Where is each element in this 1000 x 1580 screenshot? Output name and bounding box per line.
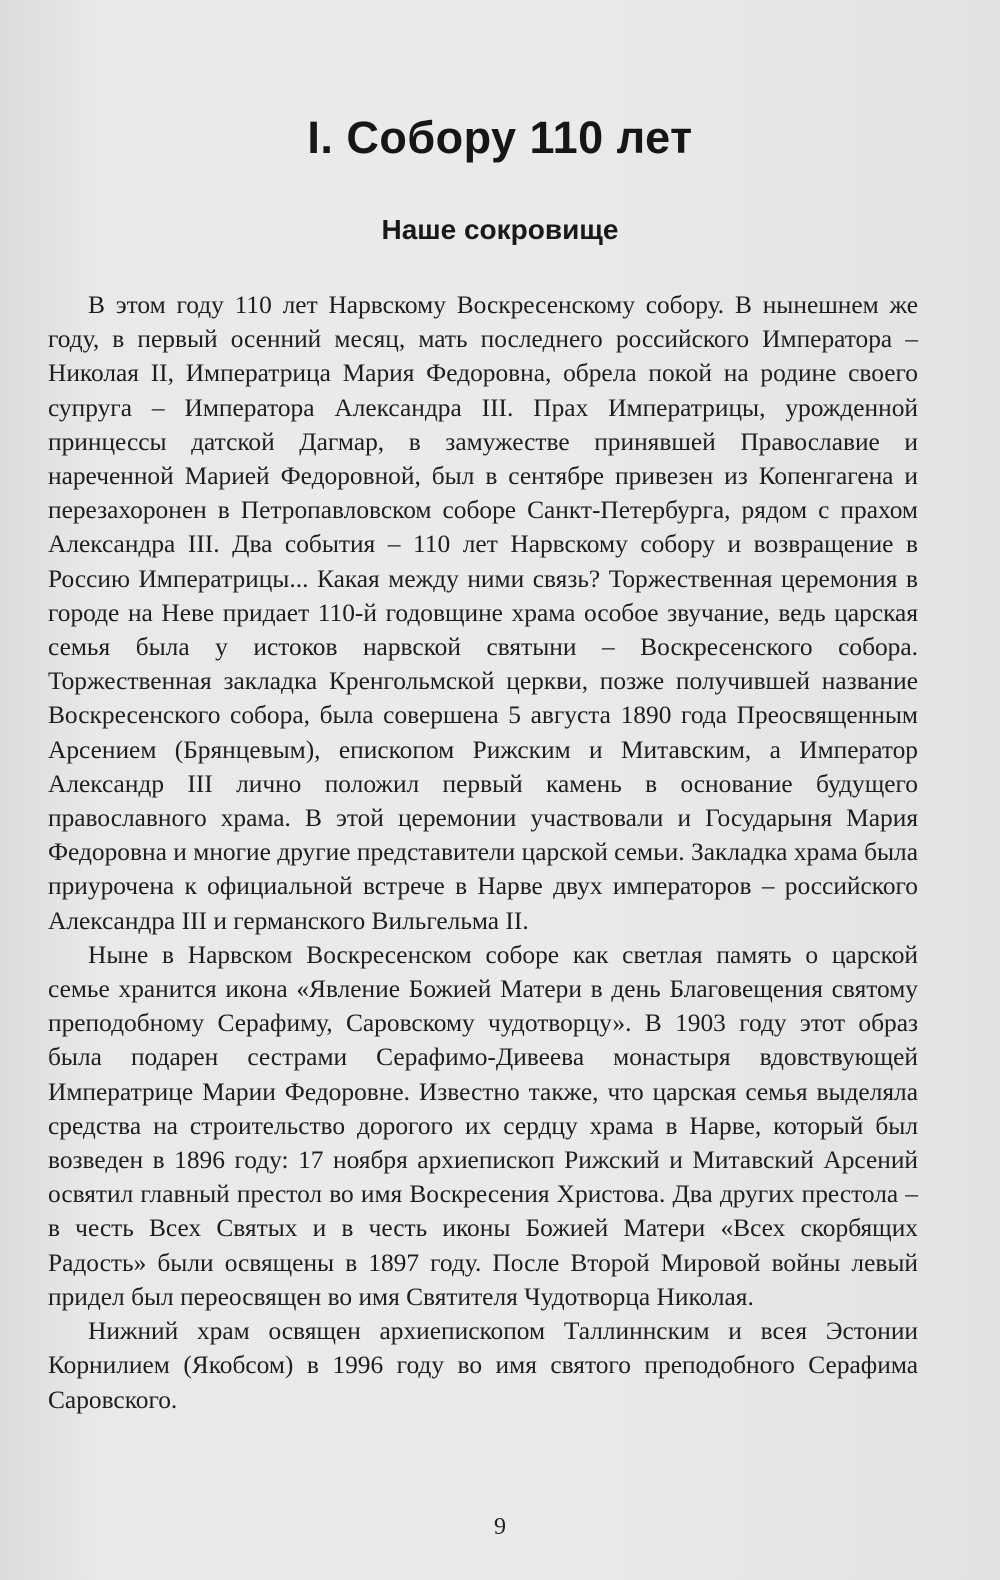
body-text — [48, 288, 918, 1417]
paragraph: Нижний храм освящен архиепископом Таллиннским и всея Эстонии Корнилием (Якобсом) в 1996 году во имя святого преподобного Серафима Саровского. — [48, 1317, 918, 1414]
paragraph: В этом году 110 лет Нарвскому Воскресенскому собору. В нынешнем же году, в первый осенний месяц, мать последнего российского Императора – Николая II, Императрица Мария Федоровна, обрела покой на родине своего супруга – Императора Александра III. Прах Императрицы, урожденной принцессы датской Дагмар, в замужестве принявшей Православие и нареченной Марией Федоровной, был в сентябре привезен из Копенгагена и перезахоронен в Петропавловском соборе Санкт-Петербурга, рядом с прахом Александра III. Два события – 110 лет Нарвскому собору и возвращение в Россию Императрицы... Какая между ними связь? Торжественная церемония в городе на Неве придает 110-й годовщине храма особое звучание, ведь царская семья была у истоков нарвской святыни – Воскресенского собора. Торжественная закладка Кренгольмской церкви, позже получившей название Воскресенского собора, была совершена 5 августа 1890 года Преосвященным Арсением (Брянцевым), епископом Рижским и Митавским, а Император Александр III лично положил первый камень в основание будущего православного храма. В этой церемонии участвовали и Государыня Мария Федоровна и многие другие представители царской семьи. Закладка храма была приурочена к официальной встрече в Нарве двух императоров – российского Александра III и германского Вильгельма II. — [48, 291, 918, 935]
paragraph: Ныне в Нарвском Воскресенском соборе как светлая память о царской семье хранится икона «Явление Божией Матери в день Благовещения святому преподобному Серафиму, Саровскому чудотворцу». В 1903 году этот образ была подарен сестрами Серафимо-Дивеева монастыря вдовствующей Императрице Марии Федоровне. Известно также, что царская семья выделяла средства на строительство дорогого их сердцу храма в Нарве, который был возведен в 1896 году: 17 ноября архиепископ Рижский и Митавский Арсений освятил главный престол во имя Воскресения Христова. Два других престола – в честь Всех Святых и в честь иконы Божией Матери «Всех скорбящих Радость» были освящены в 1897 году. После Второй Мировой войны левый придел был переосвящен во имя Святителя Чудотворца Николая. — [48, 940, 918, 1311]
page-number: 9 — [494, 1514, 506, 1540]
section-title: Наше сокровище — [381, 214, 619, 245]
chapter-title: I. Собору 110 лет — [307, 112, 693, 163]
